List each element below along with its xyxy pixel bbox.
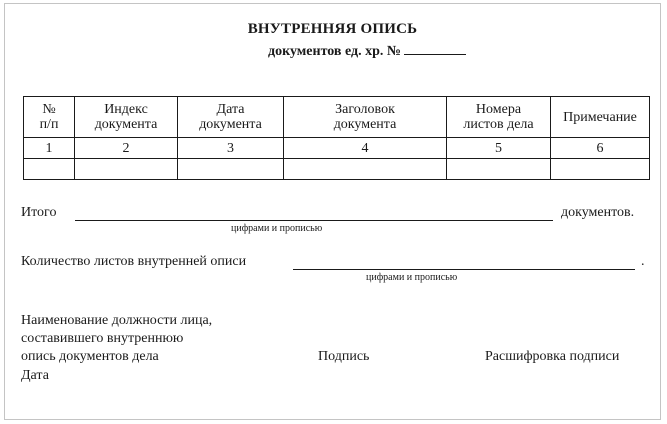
form-subtitle-text: документов ед. хр. №	[268, 44, 401, 59]
signature-decoding-label: Расшифровка подписи	[485, 349, 620, 364]
position-line-2: составившего внутреннюю	[21, 331, 184, 346]
sheets-count-field[interactable]	[293, 269, 635, 270]
form-subtitle	[268, 41, 466, 60]
date-label: Дата	[21, 368, 49, 383]
table-header-row	[24, 97, 650, 138]
header-number: № п/п	[24, 97, 75, 138]
column-number-cell: 3	[178, 138, 284, 159]
column-number-cell: 2	[75, 138, 178, 159]
table-cell[interactable]	[551, 159, 650, 180]
inventory-form-sheet	[4, 3, 661, 420]
table-cell[interactable]	[24, 159, 75, 180]
total-label: Итого	[21, 205, 57, 220]
column-number-cell: 4	[284, 138, 447, 159]
table-cell[interactable]	[75, 159, 178, 180]
header-document-date: Дата документа	[178, 97, 284, 138]
sheets-count-label: Количество листов внутренней описи	[21, 254, 247, 269]
total-suffix: документов.	[561, 205, 635, 220]
header-document-index: Индекс документа	[75, 97, 178, 138]
storage-unit-number-field[interactable]	[404, 41, 466, 55]
column-number-cell: 5	[447, 138, 551, 159]
position-line-1: Наименование должности лица,	[21, 313, 213, 328]
header-document-title: Заголовок документа	[284, 97, 447, 138]
inventory-table	[23, 96, 650, 180]
column-number-row	[24, 138, 650, 159]
form-title: ВНУТРЕННЯЯ ОПИСЬ	[247, 21, 418, 37]
total-field[interactable]	[75, 220, 553, 221]
table-cell[interactable]	[447, 159, 551, 180]
table-cell[interactable]	[178, 159, 284, 180]
total-hint: цифрами и прописью	[231, 223, 323, 234]
position-line-3: опись документов дела	[21, 349, 159, 364]
table-cell[interactable]	[284, 159, 447, 180]
signature-label: Подпись	[318, 349, 370, 364]
header-note: Примечание	[551, 97, 650, 138]
table-row	[24, 159, 650, 180]
sheets-count-suffix: .	[641, 254, 645, 269]
column-number-cell: 1	[24, 138, 75, 159]
column-number-cell: 6	[551, 138, 650, 159]
header-sheet-numbers: Номера листов дела	[447, 97, 551, 138]
sheets-count-hint: цифрами и прописью	[366, 272, 458, 283]
